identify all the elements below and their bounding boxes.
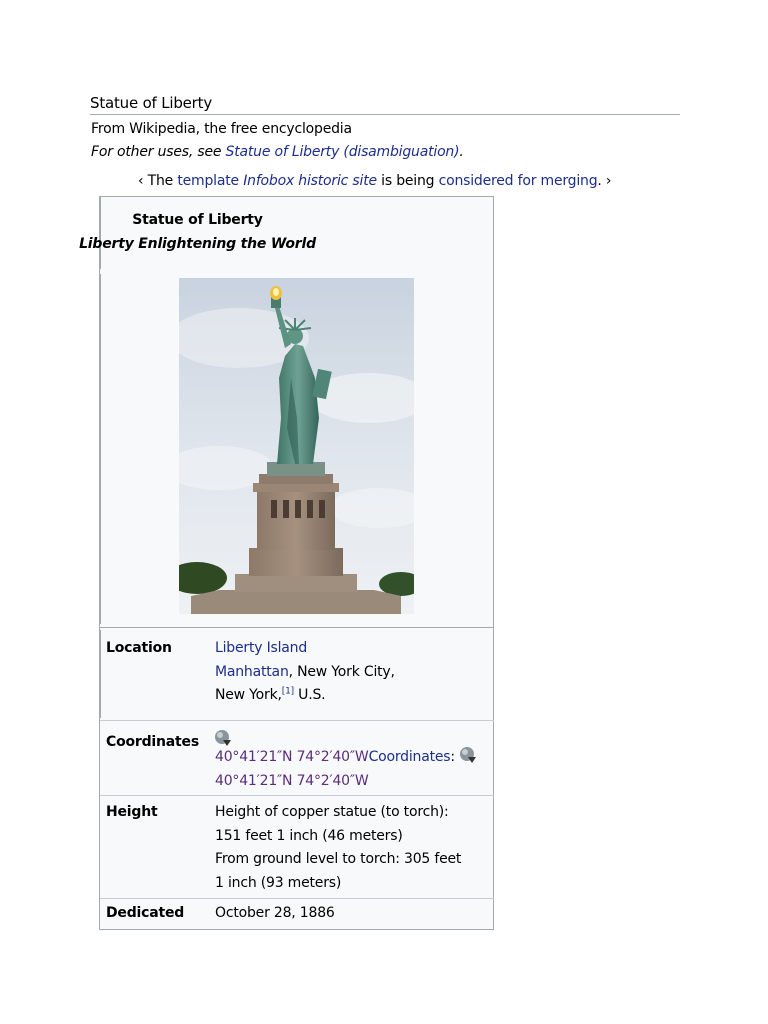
- height-line-4: 1 inch (93 meters): [215, 874, 342, 891]
- manhattan-link[interactable]: Manhattan: [215, 663, 289, 680]
- statue-illustration: [179, 278, 414, 614]
- coordinates-link-b[interactable]: 40°41′21″N 74°2′40″W: [215, 772, 369, 789]
- coordinates-link-a[interactable]: 40°41′21″N 74°2′40″W: [215, 749, 369, 765]
- infobox-row-divider: [100, 898, 494, 899]
- hatnote-prefix: For other uses, see: [91, 144, 226, 160]
- height-line-1: Height of copper statue (to torch):: [215, 804, 449, 820]
- coordinates-value: [215, 746, 477, 793]
- coordinates-label: Coordinates: [106, 734, 199, 750]
- infobox-cell-border: [100, 197, 101, 269]
- height-line-3: From ground level to torch: 305 feet: [215, 851, 462, 867]
- disambiguation-link[interactable]: Statue of Liberty (disambiguation): [225, 144, 460, 160]
- hatnote-suffix: .: [459, 144, 464, 160]
- location-value: [215, 637, 395, 708]
- location-country: U.S.: [293, 687, 326, 703]
- globe-icon[interactable]: [459, 746, 477, 770]
- hatnote: [91, 144, 464, 160]
- location-state: New York,: [215, 687, 282, 703]
- merge-notice: [138, 173, 611, 189]
- considered-for-merging-link[interactable]: considered for merging: [438, 173, 598, 189]
- dedicated-value: October 28, 1886: [215, 905, 335, 921]
- statue-image[interactable]: [179, 278, 414, 614]
- infobox-historic-site-link[interactable]: Infobox historic site: [243, 173, 377, 189]
- location-city: , New York City,: [288, 663, 395, 680]
- tagline: From Wikipedia, the free encyclopedia: [91, 121, 352, 137]
- coordinates-inline-label-link[interactable]: Coordinates: [368, 749, 451, 765]
- merge-middle: is being: [376, 173, 439, 189]
- title-divider: [90, 114, 680, 115]
- height-line-2: 151 feet 1 inch (46 meters): [215, 827, 403, 844]
- height-value: [215, 801, 461, 895]
- coordinates-colon: :: [450, 749, 455, 765]
- infobox-title: Statue of Liberty: [132, 212, 263, 228]
- template-link[interactable]: template: [177, 173, 239, 189]
- merge-open: ‹ The: [138, 173, 178, 189]
- reference-1-link[interactable]: [1]: [281, 686, 294, 697]
- infobox-cell-border: [493, 274, 494, 624]
- infobox-cell-border: [493, 197, 494, 269]
- merge-close: . ›: [597, 173, 612, 189]
- page-title: Statue of Liberty: [90, 94, 213, 112]
- height-label: Height: [106, 804, 158, 820]
- infobox-row-divider: [100, 627, 494, 628]
- infobox-cell-border: [493, 630, 494, 718]
- liberty-island-link[interactable]: Liberty Island: [215, 640, 308, 656]
- infobox-cell-border: [100, 630, 101, 718]
- dedicated-label: Dedicated: [106, 905, 185, 921]
- infobox-subtitle: Liberty Enlightening the World: [79, 236, 316, 252]
- location-label: Location: [106, 640, 172, 656]
- infobox-row-divider: [100, 720, 494, 721]
- infobox-row-divider: [100, 795, 494, 796]
- infobox-cell-border: [100, 274, 101, 624]
